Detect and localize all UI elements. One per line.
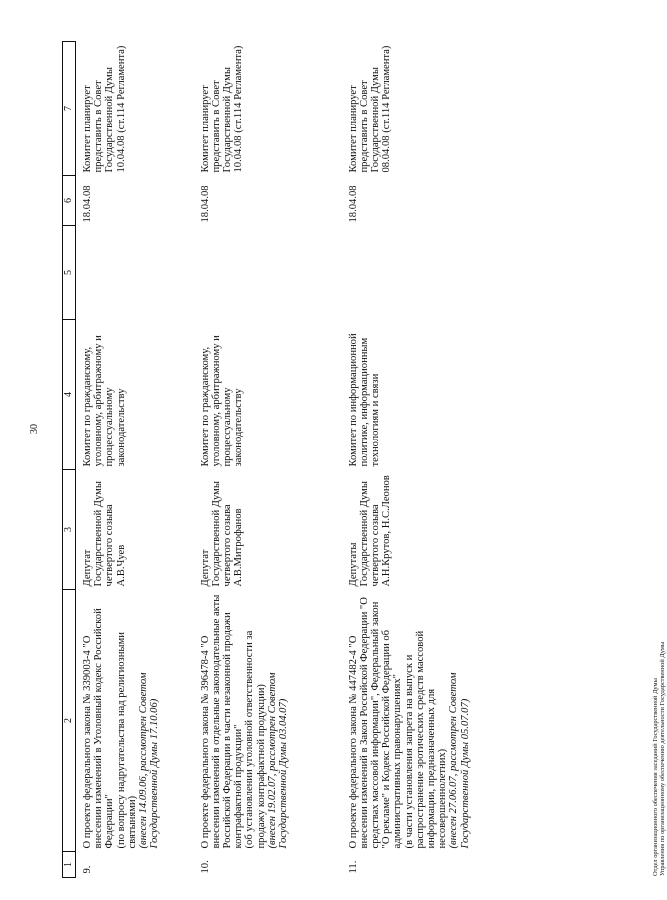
bill-author: Депутаты Государственной Думы четвертого созыва А.Н.Крутов, Н.С.Леонов [347, 475, 393, 587]
column-5-value [342, 226, 552, 320]
bill-description [76, 590, 194, 852]
plan-note: Комитет планирует представить в Совет Государственной Думы 10.04.08 (ст.114 Регламента) [199, 45, 245, 173]
plan-note: Комитет планирует представить в Совет Государственной Думы 10.04.08 (ст.114 Регламента) [82, 45, 127, 173]
row-number: 10. [199, 860, 211, 874]
column-header: 1 [63, 852, 76, 878]
bill-detail: (в части установления запрета на выпуск и распространение эротических средств массовой информации, предназначенных для несовершеннолетних) [403, 630, 449, 849]
bill-title: О проекте федерального закона № 339003-4 "О внесении изменений в Уголовный кодекс Российской Федерации" [82, 608, 116, 849]
bill-author: Депутат Государственной Думы четвертого созыва А.В.Чуев [82, 481, 127, 587]
column-header: 5 [63, 226, 76, 320]
footer-line: Отдел организационного обеспечения заседаний Государственной Думы [652, 678, 659, 876]
bill-detail: (об установлении уголовной ответственности за продажу контрафактной продукции) [244, 630, 267, 849]
review-date: 18.04.08 [199, 185, 211, 223]
bill-description [194, 590, 342, 852]
table-row [342, 42, 552, 878]
responsible-committee: Комитет по гражданскому, уголовному, арбитражному и процессуальному законодательству [199, 335, 245, 467]
column-header: 4 [63, 320, 76, 470]
row-number: 9. [82, 865, 93, 874]
column-header: 2 [63, 590, 76, 852]
table-row [194, 42, 342, 878]
bill-note: (внесен 27.06.07, рассмотрен Советом Государственной Думы 05.07.07) [448, 672, 471, 849]
bill-title: О проекте федерального закона № 447482-4 "О внесении изменений в Закон Российской Федерации "О средствах массовой информации", Федеральный закон "О рекламе" и Кодекс Российской Федерации об административных правонарушениях" [347, 597, 404, 849]
column-header-row [63, 42, 76, 878]
review-date: 18.04.08 [82, 185, 93, 223]
footer-line: Управления по организационному обеспечению деятельности Государственной Думы [659, 641, 667, 876]
bill-detail: (по вопросу надругательства над религиозными святынями) [115, 632, 138, 849]
review-date: 18.04.08 [347, 185, 359, 223]
column-header: 3 [63, 470, 76, 590]
column-header: 7 [63, 42, 76, 176]
column-5-value [76, 226, 194, 320]
bill-note: (внесен 19.02.07, рассмотрен Советом Государственной Думы 03.04.07) [266, 672, 289, 849]
responsible-committee: Комитет по гражданскому, уголовному, арбитражному и процессуальному законодательству [82, 335, 127, 467]
column-header: 6 [63, 176, 76, 226]
bill-title: О проекте федерального закона № 396478-4 "О внесении изменений в отдельные законодательные акты Российской Федерации в части незаконной продажи контрафактной продукции" [199, 594, 245, 849]
document-sheet [62, 18, 667, 878]
responsible-committee: Комитет по информационной политике, информационным технологиям и связи [347, 333, 381, 467]
bill-author: Депутат Государственной Думы четвертого созыва А.В.Митрофанов [199, 481, 245, 587]
column-5-value [194, 226, 342, 320]
document-footer [652, 642, 667, 876]
bill-note: (внесен 14.09.06, рассмотрен Советом Государственной Думы 17.10.06) [138, 672, 161, 849]
plan-note: Комитет планирует представить в Совет Государственной Думы 08.04.08 (ст.114 Регламента) [347, 45, 393, 173]
bill-description [342, 590, 552, 852]
page-number: 30 [29, 424, 40, 434]
table-row [76, 42, 194, 878]
row-number: 11. [347, 860, 359, 874]
bills-table [62, 41, 552, 878]
